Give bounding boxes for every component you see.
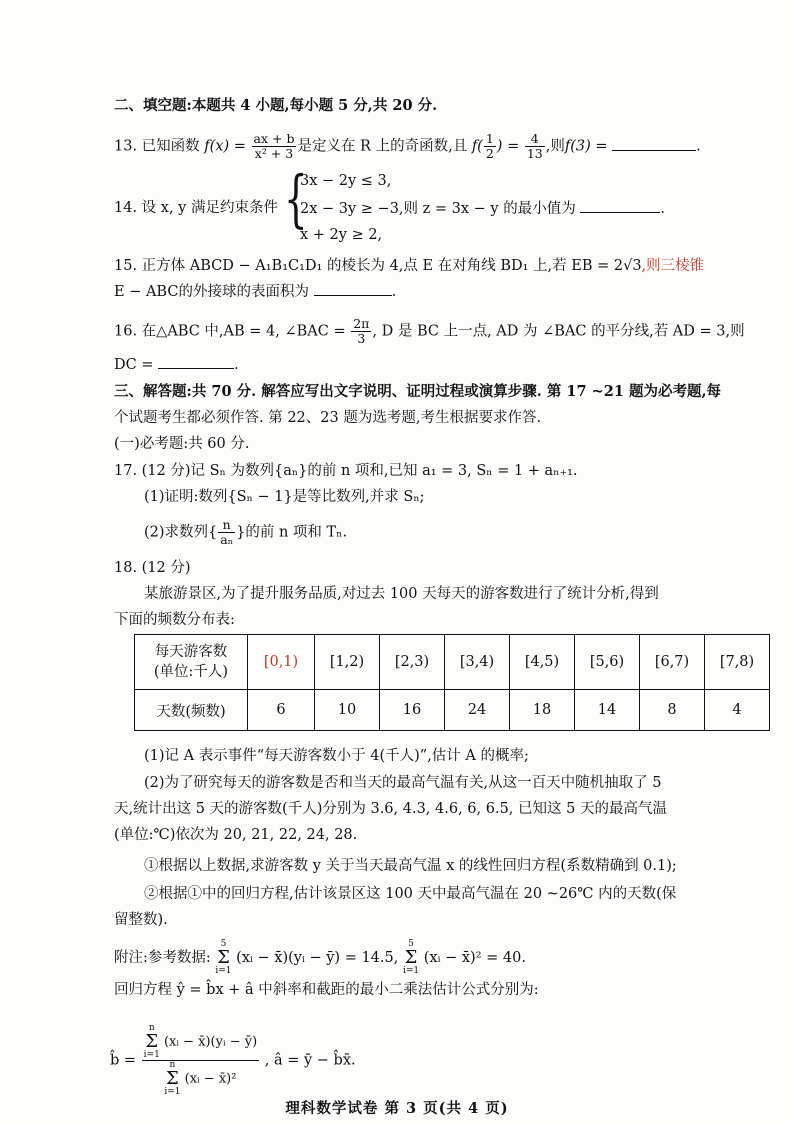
sigma-glyph: Σ xyxy=(404,947,418,968)
q18-a-hat: , â = ȳ − b̂x̄. xyxy=(264,1052,356,1069)
frequency-table xyxy=(134,634,770,731)
table-row-intervals xyxy=(135,635,770,690)
question-15-line2 xyxy=(114,281,396,302)
q13-fx: f(x) = xyxy=(204,138,246,155)
q18-part2-line1: (2)为了研究每天的游客数是否和当天的最高气温有关,从这一百天中随机抽取了 5 xyxy=(144,775,662,791)
q16-text-a: 16. 在△ABC 中,AB = 4, ∠BAC = xyxy=(114,323,346,340)
count-cell: 16 xyxy=(380,690,445,731)
count-cell: 4 xyxy=(705,690,770,731)
sum-bottom: i=1 xyxy=(215,966,232,976)
q17-part2 xyxy=(144,518,347,547)
q14-constraint-2: 2x − 3y ≥ −3, xyxy=(300,201,404,217)
q15-sqrt: √3 xyxy=(623,258,642,274)
q18-formula xyxy=(110,1024,356,1097)
q13-answer-blank[interactable] xyxy=(612,136,696,151)
b-hat-fraction xyxy=(142,1024,259,1097)
q13-half-den: 2 xyxy=(485,146,494,161)
q18-part2-ii-line2: 留整数). xyxy=(114,912,168,928)
sum-top: 5 xyxy=(408,939,414,949)
sum-bottom: i=1 xyxy=(143,1050,160,1060)
count-cell: 14 xyxy=(575,690,640,731)
section2-title: 二、填空题:本题共 4 小题,每小题 5 分,共 20 分. xyxy=(114,97,438,114)
q18-part1: (1)记 A 表示事件“每天游客数小于 4(千人)”,估计 A 的概率; xyxy=(144,748,529,764)
q17-part1: (1)证明:数列{Sₙ − 1}是等比数列,并求 Sₙ; xyxy=(144,489,425,505)
question-13 xyxy=(114,132,701,161)
q15-answer-blank[interactable] xyxy=(314,281,392,296)
sum-symbol-1 xyxy=(215,940,231,976)
q13-half xyxy=(484,132,496,161)
count-cell: 8 xyxy=(640,690,705,731)
question-14 xyxy=(114,198,278,218)
q13-text-c: ,则 xyxy=(545,138,565,155)
section3-line1: 三、解答题:共 70 分. 解答应写出文字说明、证明过程或演算步骤. 第 17 ~21 题为必考题,每 xyxy=(114,383,722,400)
interval-cell: [3,4) xyxy=(445,635,510,690)
q13-frac-den: x² + 3 xyxy=(254,146,294,161)
table-row-counts xyxy=(135,690,770,731)
q14-suffix: 则 z = 3x − y 的最小值为 xyxy=(403,201,576,217)
interval-cell: [7,8) xyxy=(705,635,770,690)
table-header-visitors-2: (单位:千人) xyxy=(153,664,229,680)
q13-fraction xyxy=(252,132,297,161)
table-header-days: 天数(频数) xyxy=(135,690,248,731)
q18-note-label: 附注:参考数据: xyxy=(114,950,211,966)
q16-ang-num: 2π xyxy=(353,316,370,331)
q16-end: . xyxy=(234,357,239,373)
q18-sum-1: (xᵢ − x̄)(yᵢ − ȳ) = 14.5, xyxy=(236,950,399,966)
q13-end: . xyxy=(696,138,701,155)
count-cell: 10 xyxy=(315,690,380,731)
q16-angle xyxy=(351,317,371,346)
section3-line2: 个试题考生都必须作答. 第 22、23 题为选考题,考生根据要求作答. xyxy=(114,410,542,426)
q15-line1-end: ,则三棱锥 xyxy=(641,258,705,274)
q17-stem: 17. (12 分)记 Sₙ 为数列{aₙ}的前 n 项和,已知 a₁ = 3, Sₙ = 1 + aₙ₊₁. xyxy=(114,463,578,479)
sum-symbol-3 xyxy=(144,1024,160,1060)
q18-sum-2: (xᵢ − x̄)² = 40. xyxy=(423,950,526,966)
q13-f3: f(3) = xyxy=(564,138,608,155)
q16-text-b: , D 是 BC 上一点, AD 为 ∠BAC 的平分线,若 AD = 3,则 xyxy=(372,323,745,340)
q18-part2-line2: 天,统计出这 5 天的游客数(千人)分别为 3.6, 4.3, 4.6, 6, 6.5, 已知这 5 天的最高气温 xyxy=(114,801,667,817)
count-cell: 24 xyxy=(445,690,510,731)
q18-intro-1: 某旅游景区,为了提升服务品质,对过去 100 天每天的游客数进行了统计分析,得到 xyxy=(144,586,659,602)
q16-line2: DC = xyxy=(114,357,154,373)
sum-symbol-4 xyxy=(164,1061,180,1097)
q18-regression-line: 回归方程 ŷ = b̂x + â 中斜率和截距的最小二乘法估计公式分别为: xyxy=(114,982,539,998)
q13-val-num: 4 xyxy=(525,132,545,147)
interval-cell: [0,1) xyxy=(248,635,315,690)
q14-end: . xyxy=(660,201,665,217)
b-num-text: (xᵢ − x̄)(yᵢ − ȳ) xyxy=(163,1034,258,1050)
q14-constraint-1: 3x − 2y ≤ 3, xyxy=(300,173,392,189)
q15-end: . xyxy=(391,284,397,300)
q17-fraction xyxy=(218,518,235,547)
question-15-line1 xyxy=(114,256,704,276)
q18-part2-i: ①根据以上数据,求游客数 y 关于当天最高气温 x 的线性回归方程(系数精确到 0.1); xyxy=(144,858,677,874)
q18-note xyxy=(114,940,526,976)
q13-text-b: 是定义在 R 上的奇函数,且 xyxy=(297,138,468,155)
b-hat-numerator xyxy=(142,1024,259,1061)
q13-frac-num: ax + b xyxy=(253,131,295,146)
q17-p2-b: }的前 n 项和 Tₙ. xyxy=(236,524,348,541)
q13-value xyxy=(525,132,545,161)
q17-p2-den: aₙ xyxy=(220,532,234,547)
q18-stem: 18. (12 分) xyxy=(114,560,191,576)
interval-cell: [5,6) xyxy=(575,635,640,690)
section3-required: (一)必考题:共 60 分. xyxy=(114,436,250,452)
q13-val-den: 13 xyxy=(526,146,543,161)
q13-f-half-b: ) = xyxy=(496,138,520,155)
table-header-visitors-1: 每天游客数 xyxy=(154,644,228,660)
q14-constraint-2-row xyxy=(300,198,665,219)
q13-number: 13. xyxy=(114,138,138,155)
q14-prefix: 14. 设 x, y 满足约束条件 xyxy=(114,200,278,216)
count-cell: 6 xyxy=(248,690,315,731)
sum-bottom: i=1 xyxy=(164,1087,181,1097)
table-header-visitors xyxy=(135,635,248,690)
q15-line1: 15. 正方体 ABCD − A₁B₁C₁D₁ 的棱长为 4,点 E 在对角线 BD₁ 上,若 EB = 2 xyxy=(114,258,624,274)
question-16-line2 xyxy=(114,354,239,375)
sum-top: 5 xyxy=(220,939,227,949)
interval-cell: [2,3) xyxy=(380,635,445,690)
q16-answer-blank[interactable] xyxy=(158,354,234,369)
q13-text-a: 已知函数 xyxy=(141,138,200,155)
interval-cell: [1,2) xyxy=(315,635,380,690)
q18-b-hat: b̂ = xyxy=(110,1052,137,1069)
sum-top: n xyxy=(169,1060,176,1070)
count-cell: 18 xyxy=(510,690,575,731)
q13-half-num: 1 xyxy=(485,131,494,146)
page-footer: 理科数学试卷 第 3 页(共 4 页) xyxy=(285,1100,509,1117)
q14-constraint-3: x + 2y ≥ 2, xyxy=(300,227,383,243)
q18-part2-line3: (单位:℃)依次为 20, 21, 22, 24, 28. xyxy=(114,827,358,843)
q15-line2: E − ABC的外接球的表面积为 xyxy=(114,284,309,300)
q14-brace: { xyxy=(284,162,308,235)
sigma-glyph: Σ xyxy=(166,1068,179,1089)
sum-bottom: i=1 xyxy=(402,966,420,976)
interval-cell: [6,7) xyxy=(640,635,705,690)
q16-ang-den: 3 xyxy=(357,331,366,346)
q17-p2-a: (2)求数列{ xyxy=(144,524,218,541)
sum-top: n xyxy=(148,1023,155,1033)
sigma-glyph: Σ xyxy=(145,1031,159,1052)
q17-p2-num: n xyxy=(218,518,235,533)
q13-f-half-a: f( xyxy=(471,138,483,155)
question-16-line1 xyxy=(114,317,745,346)
q18-intro-2: 下面的频数分布表: xyxy=(114,612,235,628)
sigma-glyph: Σ xyxy=(217,947,230,968)
q18-part2-ii-line1: ②根据①中的回归方程,估计该景区这 100 天中最高气温在 20 ~26℃ 内的天数(保 xyxy=(144,886,677,902)
sum-symbol-2 xyxy=(403,940,419,976)
b-hat-denominator xyxy=(142,1061,259,1097)
interval-cell: [4,5) xyxy=(510,635,575,690)
b-den-text: (xᵢ − x̄)² xyxy=(184,1071,237,1087)
q14-answer-blank[interactable] xyxy=(580,198,660,213)
